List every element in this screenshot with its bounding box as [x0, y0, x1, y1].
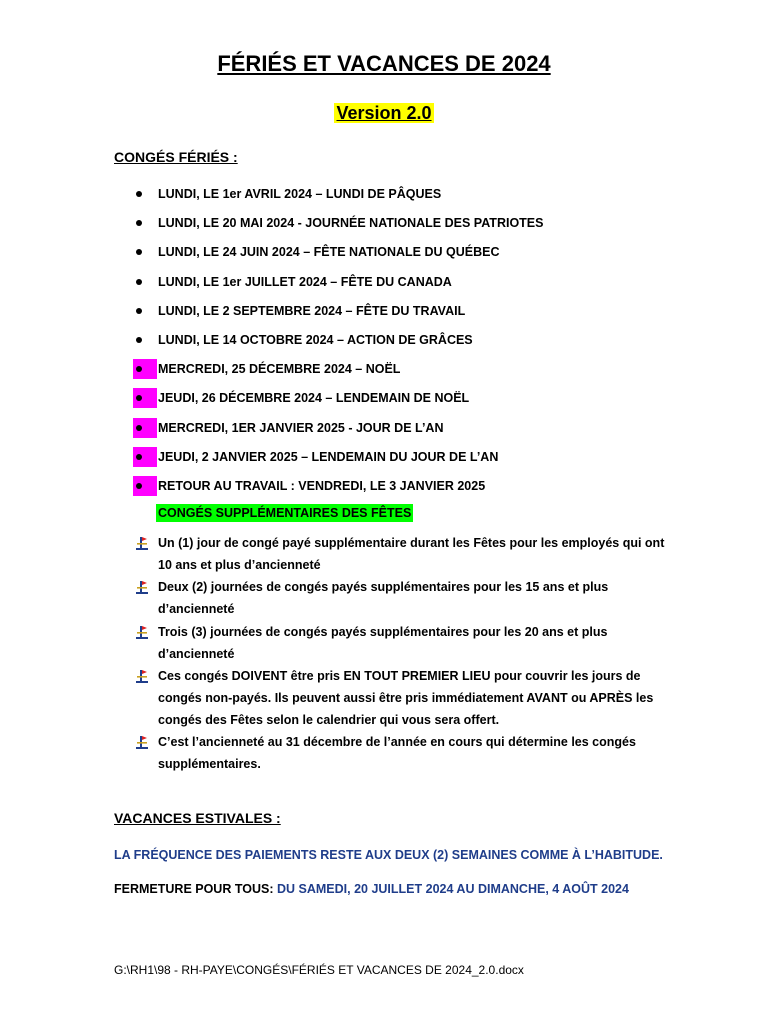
closure-label: FERMETURE POUR TOUS: — [114, 882, 274, 896]
closure-dates: DU SAMEDI, 20 JUILLET 2024 AU DIMANCHE, 4 AOÛT 2024 — [276, 882, 629, 896]
supplementary-item-text: Deux (2) journées de congés payés supplémentaires pour les 15 ans et plus d’ancienneté — [158, 580, 609, 617]
supplementary-list-item — [0, 533, 678, 576]
supplementary-item-text: Ces congés DOIVENT être pris EN TOUT PREMIER LIEU pour couvrir les jours de congés non-payés. Ils peuvent aussi être pris immédiatement AVANT ou APRÈS les congés des Fêtes selon le calendrier qui vous sera offert. — [158, 669, 654, 727]
bullet-dot-icon — [133, 447, 157, 467]
bullet-dot-icon — [133, 418, 157, 438]
bullet-dot-icon — [133, 242, 157, 262]
bullet-dot-icon — [133, 330, 157, 350]
version-line — [0, 99, 768, 127]
flag-bullet-icon — [135, 670, 149, 684]
holiday-item-text: LUNDI, LE 1er JUILLET 2024 – FÊTE DU CANADA — [158, 274, 452, 289]
flag-bullet-icon — [135, 626, 149, 640]
closure-line — [114, 880, 629, 898]
supplementary-item-text: Trois (3) journées de congés payés supplémentaires pour les 20 ans et plus d’ancienneté — [158, 624, 608, 661]
bullet-dot-icon — [133, 359, 157, 379]
payment-frequency-note: LA FRÉQUENCE DES PAIEMENTS RESTE AUX DEUX (2) SEMAINES COMME À L’HABITUDE. — [114, 848, 663, 862]
version-text: Version 2.0 — [336, 103, 432, 123]
bullet-dot — [136, 454, 142, 460]
summer-vacation-heading: VACANCES ESTIVALES : — [114, 810, 281, 826]
document-title — [0, 48, 768, 80]
holiday-item-text: JEUDI, 2 JANVIER 2025 – LENDEMAIN DU JOUR DE L’AN — [158, 449, 499, 464]
bullet-dot — [136, 337, 142, 343]
supplementary-list-item — [0, 666, 678, 731]
flag-bullet-icon — [135, 537, 149, 551]
document-title-text: FÉRIÉS ET VACANCES DE 2024 — [217, 51, 551, 76]
bullet-dot — [136, 279, 142, 285]
bullet-dot-icon — [133, 388, 157, 408]
holiday-item-text: LUNDI, LE 1er AVRIL 2024 – LUNDI DE PÂQUES — [158, 187, 442, 201]
bullet-dot — [136, 483, 142, 489]
bullet-dot — [136, 220, 142, 226]
supplementary-list-item — [0, 622, 678, 665]
flag-bullet-icon — [135, 581, 149, 595]
supplementary-item-text: Un (1) jour de congé payé supplémentaire durant les Fêtes pour les employés qui ont 10 ans et plus d’ancienneté — [158, 536, 665, 572]
bullet-dot-icon — [133, 213, 157, 233]
supplementary-holidays-list — [0, 533, 678, 777]
holiday-item-text: JEUDI, 26 DÉCEMBRE 2024 – LENDEMAIN DE NOËL — [158, 391, 470, 406]
holiday-item-text: MERCREDI, 25 DÉCEMBRE 2024 – NOËL — [158, 362, 401, 377]
bullet-dot — [136, 425, 142, 431]
holiday-item-text: LUNDI, LE 20 MAI 2024 - JOURNÉE NATIONALE DES PATRIOTES — [158, 216, 544, 231]
bullet-dot — [136, 366, 142, 372]
holidays-heading: CONGÉS FÉRIÉS : — [114, 149, 238, 165]
holiday-item-text: LUNDI, LE 14 OCTOBRE 2024 – ACTION DE GRÂCES — [158, 332, 473, 347]
bullet-dot-icon — [133, 272, 157, 292]
bullet-dot — [136, 249, 142, 255]
supplementary-holidays-heading: CONGÉS SUPPLÉMENTAIRES DES FÊTES — [158, 506, 412, 520]
holiday-item-text: RETOUR AU TRAVAIL : VENDREDI, LE 3 JANVIER 2025 — [158, 478, 486, 493]
bullet-dot — [136, 191, 142, 197]
bullet-dot-icon — [133, 476, 157, 496]
file-path-footer: G:\RH1\98 - RH-PAYE\CONGÉS\FÉRIÉS ET VACANCES DE 2024_2.0.docx — [114, 963, 524, 977]
flag-bullet-icon — [135, 736, 149, 750]
holiday-item-text: LUNDI, LE 2 SEPTEMBRE 2024 – FÊTE DU TRAVAIL — [158, 303, 466, 318]
supplementary-list-item — [0, 577, 678, 620]
holiday-item-text: MERCREDI, 1ER JANVIER 2025 - JOUR DE L’AN — [158, 420, 444, 435]
bullet-dot-icon — [133, 301, 157, 321]
bullet-dot — [136, 308, 142, 314]
holiday-item-text: LUNDI, LE 24 JUIN 2024 – FÊTE NATIONALE DU QUÉBEC — [158, 245, 500, 260]
supplementary-list-item — [0, 732, 678, 775]
bullet-dot — [136, 395, 142, 401]
bullet-dot-icon — [133, 184, 157, 204]
supplementary-item-text: C’est l’ancienneté au 31 décembre de l’année en cours qui détermine les congés supplémentaires. — [158, 735, 636, 772]
